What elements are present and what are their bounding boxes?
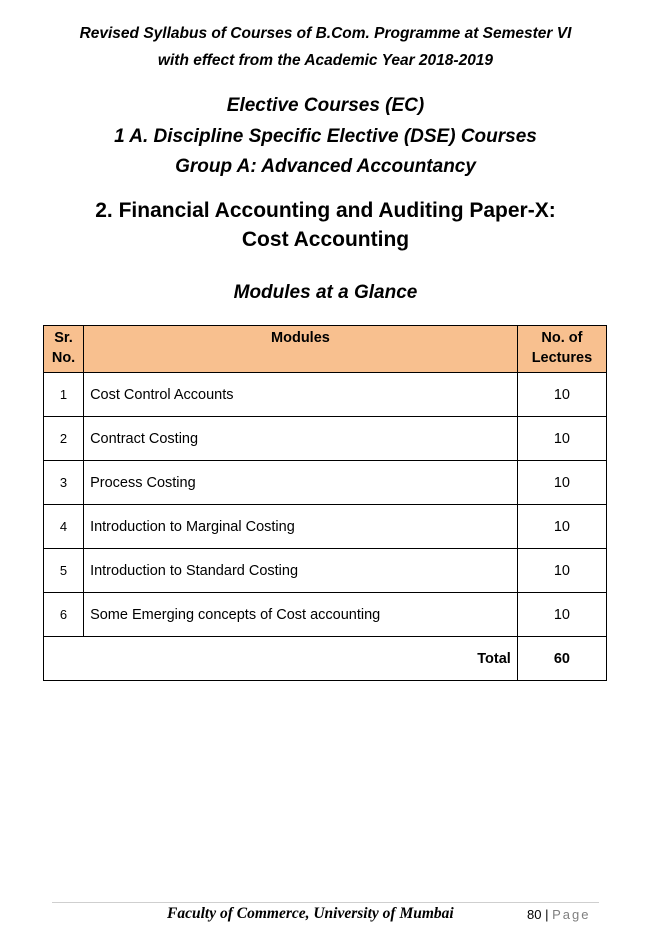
- module-cell: Cost Control Accounts: [84, 373, 518, 417]
- lectures-cell: 10: [517, 549, 606, 593]
- group-title: Group A: Advanced Accountancy: [175, 156, 476, 177]
- table-row: [44, 373, 607, 417]
- paper-title-line1: 2. Financial Accounting and Auditing Paper-X:: [95, 199, 556, 222]
- modules-table: [43, 325, 607, 681]
- page-indicator: [527, 907, 590, 922]
- sr-cell: 2: [44, 417, 84, 461]
- academic-year-line: with effect from the Academic Year 2018-2019: [157, 52, 494, 69]
- total-row: [44, 637, 607, 681]
- lectures-header: [517, 326, 606, 373]
- sr-header-line1: Sr.: [54, 330, 73, 346]
- lectures-cell: 10: [517, 593, 606, 637]
- sr-cell: 1: [44, 373, 84, 417]
- module-cell: Introduction to Marginal Costing: [84, 505, 518, 549]
- total-value: 60: [517, 637, 606, 681]
- modules-header-label: Modules: [271, 330, 330, 346]
- lectures-header-line1: No. of: [541, 330, 583, 346]
- table-row: [44, 461, 607, 505]
- page-word: Page: [552, 907, 591, 922]
- paper-title-line2: Cost Accounting: [241, 228, 410, 251]
- syllabus-title-line: Revised Syllabus of Courses of B.Com. Programme at Semester VI: [79, 25, 572, 42]
- table-row: [44, 593, 607, 637]
- module-cell: Some Emerging concepts of Cost accounting: [84, 593, 518, 637]
- table-row: [44, 417, 607, 461]
- sr-no-header: [44, 326, 84, 373]
- page-separator: |: [545, 907, 549, 922]
- footer-divider: [52, 902, 599, 903]
- page-number: 80: [527, 907, 542, 922]
- faculty-name: Faculty of Commerce, University of Mumbai: [167, 905, 454, 922]
- sr-cell: 4: [44, 505, 84, 549]
- paper-heading: [0, 196, 651, 254]
- course-heading: [0, 91, 651, 183]
- lectures-cell: 10: [517, 461, 606, 505]
- module-cell: Process Costing: [84, 461, 518, 505]
- elective-courses-title: Elective Courses (EC): [226, 95, 425, 116]
- lectures-cell: 10: [517, 505, 606, 549]
- modules-header: [84, 326, 518, 373]
- sr-cell: 3: [44, 461, 84, 505]
- modules-glance-title: Modules at a Glance: [233, 282, 418, 303]
- sr-cell: 6: [44, 593, 84, 637]
- table-header-row: [44, 326, 607, 373]
- table-row: [44, 505, 607, 549]
- lectures-cell: 10: [517, 417, 606, 461]
- table-row: [44, 549, 607, 593]
- sr-header-line2: No.: [51, 350, 76, 366]
- total-label: Total: [44, 637, 518, 681]
- module-cell: Contract Costing: [84, 417, 518, 461]
- syllabus-header: [0, 20, 651, 74]
- page-footer: [0, 905, 651, 927]
- lectures-cell: 10: [517, 373, 606, 417]
- sr-cell: 5: [44, 549, 84, 593]
- lectures-header-line2: Lectures: [531, 350, 593, 366]
- module-cell: Introduction to Standard Costing: [84, 549, 518, 593]
- dse-courses-title: 1 A. Discipline Specific Elective (DSE) Courses: [114, 125, 537, 147]
